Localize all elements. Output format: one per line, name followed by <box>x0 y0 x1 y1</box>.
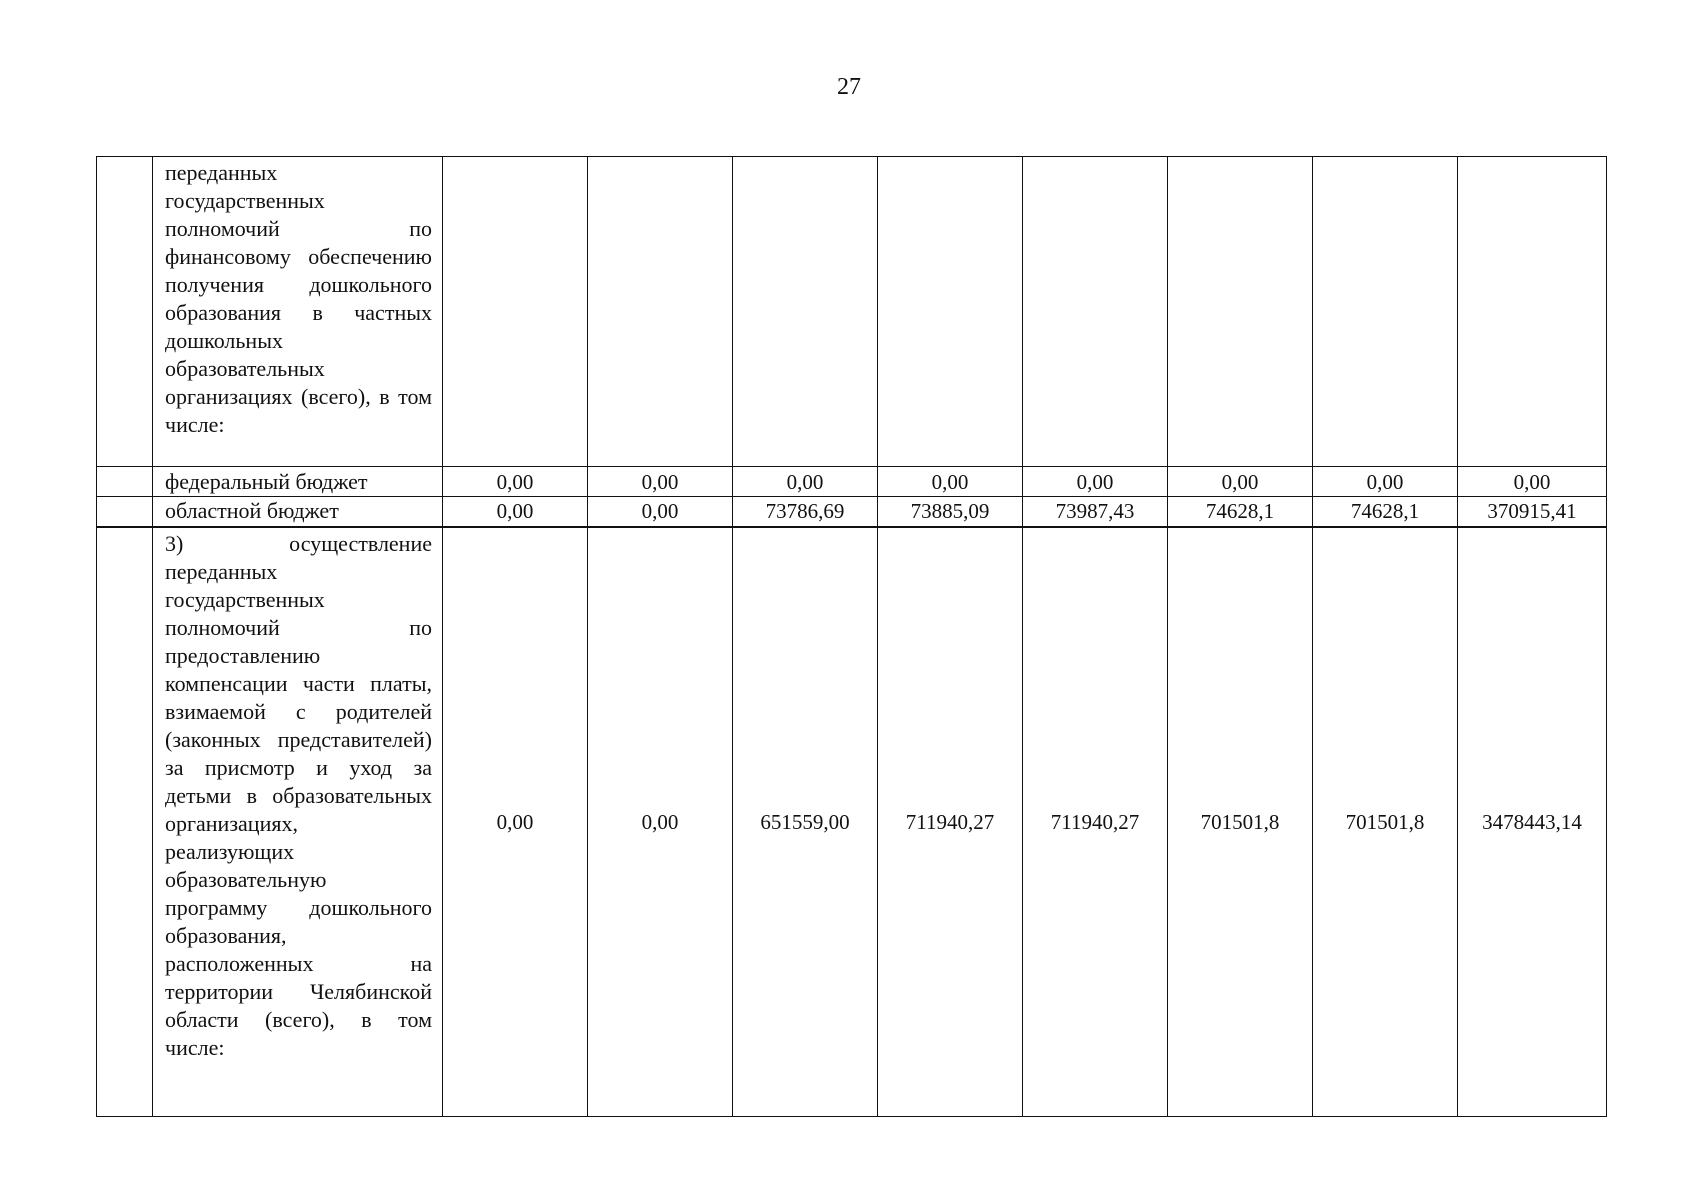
value-cell: 701501,8 <box>1313 527 1458 1117</box>
value-cell <box>1168 157 1313 467</box>
table-row <box>97 527 1607 1117</box>
value-cell: 3478443,14 <box>1458 527 1607 1117</box>
value-cell: 0,00 <box>588 497 733 527</box>
value-cell: 0,00 <box>733 467 878 497</box>
value-cell <box>878 157 1023 467</box>
table-row <box>97 157 1607 467</box>
row-description: областной бюджет <box>153 497 443 527</box>
value-cell: 73987,43 <box>1023 497 1168 527</box>
value-cell: 0,00 <box>443 467 588 497</box>
value-cell: 0,00 <box>443 527 588 1117</box>
value-cell: 0,00 <box>1313 467 1458 497</box>
value-cell: 74628,1 <box>1313 497 1458 527</box>
row-index-cell <box>97 527 153 1117</box>
value-cell: 711940,27 <box>1023 527 1168 1117</box>
value-cell <box>733 157 878 467</box>
value-cell: 74628,1 <box>1168 497 1313 527</box>
row-description: 3) осуществление переданных государственных полномочий по предоставлению компенсации части платы, взимаемой с родителей (законных представителей) за присмотр и уход за детьми в образовательных организациях, реализующих образовательную программу дошкольного образования, расположенных на территории Челябинской области (всего), в том числе: <box>153 527 443 1117</box>
value-cell: 0,00 <box>588 527 733 1117</box>
value-cell: 73786,69 <box>733 497 878 527</box>
value-cell: 0,00 <box>588 467 733 497</box>
value-cell: 0,00 <box>1168 467 1313 497</box>
value-cell: 651559,00 <box>733 527 878 1117</box>
row-description: федеральный бюджет <box>153 467 443 497</box>
value-cell: 701501,8 <box>1168 527 1313 1117</box>
table-row <box>97 497 1607 527</box>
row-index-cell <box>97 157 153 467</box>
value-cell: 0,00 <box>1023 467 1168 497</box>
value-cell: 0,00 <box>878 467 1023 497</box>
value-cell <box>588 157 733 467</box>
value-cell <box>1458 157 1607 467</box>
value-cell <box>1023 157 1168 467</box>
table-row <box>97 467 1607 497</box>
row-index-cell <box>97 467 153 497</box>
value-cell: 0,00 <box>443 497 588 527</box>
value-cell <box>1313 157 1458 467</box>
budget-table <box>96 156 1607 1117</box>
value-cell: 711940,27 <box>878 527 1023 1117</box>
row-description: переданных государственных полномочий по финансовому обеспечению получения дошкольного образования в частных дошкольных образовательных организациях (всего), в том числе: <box>153 157 443 467</box>
page-number: 27 <box>837 74 861 100</box>
value-cell: 0,00 <box>1458 467 1607 497</box>
value-cell: 73885,09 <box>878 497 1023 527</box>
row-index-cell <box>97 497 153 527</box>
value-cell <box>443 157 588 467</box>
value-cell: 370915,41 <box>1458 497 1607 527</box>
